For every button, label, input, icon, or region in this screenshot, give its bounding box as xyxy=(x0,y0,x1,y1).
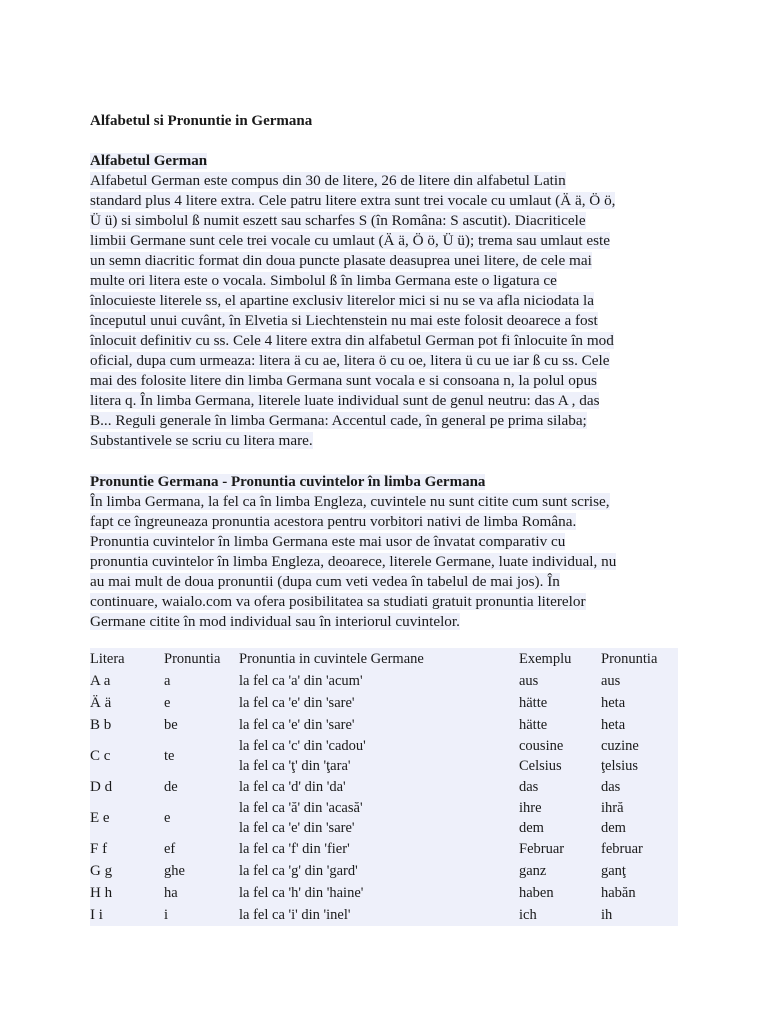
word-pronunciation-cell-line: la fel ca 'e' din 'sare' xyxy=(239,717,355,733)
paragraph-line xyxy=(90,211,690,231)
column-header: Pronuntia xyxy=(601,651,658,667)
paragraph-line-text: un semn diacritic format din doua puncte plasate deasuprea unei litere, de cele mai xyxy=(90,252,592,269)
example-cell-line: Februar xyxy=(519,841,565,857)
word-pronunciation-cell-line: la fel ca 'd' din 'da' xyxy=(239,779,346,795)
word-pronunciation-cell-line: la fel ca 'e' din 'sare' xyxy=(239,695,355,711)
example-cell-line: dem xyxy=(519,820,544,836)
paragraph-line-text: limbii Germane sunt cele trei vocale cu umlaut (Ä ä, Ö ö, Ü ü); trema sau umlaut este xyxy=(90,232,611,249)
column-header: Exemplu xyxy=(519,651,572,667)
pronunciation-cell: e xyxy=(164,695,171,711)
letter-cell: H h xyxy=(90,885,113,901)
paragraph-line xyxy=(90,371,690,391)
letter-cell: E e xyxy=(90,810,110,826)
example-cell xyxy=(519,904,601,926)
example-cell-line: cousine xyxy=(519,738,564,754)
example-pronunciation-cell-line: cuzine xyxy=(601,738,639,754)
letter-cell: D d xyxy=(90,779,113,795)
example-cell-line: ich xyxy=(519,907,537,923)
example-pronunciation-cell-line: heta xyxy=(601,695,626,711)
word-pronunciation-cell xyxy=(239,798,519,838)
word-pronunciation-cell-line: la fel ca 'g' din 'gard' xyxy=(239,863,358,879)
pronunciation-cell: i xyxy=(164,907,169,923)
example-cell-line: ganz xyxy=(519,863,547,879)
word-pronunciation-cell xyxy=(239,904,519,926)
example-pronunciation-cell xyxy=(601,838,678,860)
section-pronunciation xyxy=(90,472,690,632)
example-cell xyxy=(519,838,601,860)
word-pronunciation-cell-line: la fel ca 'i' din 'inel' xyxy=(239,907,351,923)
pronunciation-cell: ghe xyxy=(164,863,185,879)
table-row xyxy=(90,882,678,904)
letter-cell: I i xyxy=(90,907,103,923)
word-pronunciation-cell xyxy=(239,860,519,882)
section-heading-text: Alfabetul German xyxy=(90,153,208,169)
paragraph-line xyxy=(90,612,690,632)
pronunciation-cell: ha xyxy=(164,885,178,901)
word-pronunciation-cell xyxy=(239,882,519,904)
paragraph-line-text: În limba Germana, la fel ca în limba Engleza, cuvintele nu sunt citite cum sunt scrise, xyxy=(90,493,610,510)
example-cell xyxy=(519,860,601,882)
example-pronunciation-cell-line: ih xyxy=(601,907,613,923)
word-pronunciation-cell-line: la fel ca 'f' din 'fier' xyxy=(239,841,350,857)
section-heading xyxy=(90,472,690,492)
word-pronunciation-cell-line: la fel ca 'a' din 'acum' xyxy=(239,673,363,689)
example-pronunciation-cell xyxy=(601,714,678,736)
paragraph-line-text: fapt ce îngreuneaza pronuntia acestora pentru vorbitori nativi de limba Româna. xyxy=(90,513,577,530)
paragraph-line-text: oficial, dupa cum urmeaza: litera ä cu ae, litera ö cu oe, litera ü cu ue iar ß cu ss. Cele xyxy=(90,352,610,369)
letter-cell: F f xyxy=(90,841,108,857)
example-cell xyxy=(519,776,601,798)
paragraph-line xyxy=(90,391,690,411)
pronunciation-cell: de xyxy=(164,779,178,795)
paragraph-line xyxy=(90,492,690,512)
word-pronunciation-cell xyxy=(239,838,519,860)
column-header: Pronuntia in cuvintele Germane xyxy=(239,651,424,667)
word-pronunciation-cell xyxy=(239,714,519,736)
example-pronunciation-cell-line: ganţ xyxy=(601,863,626,879)
letter-cell: G g xyxy=(90,863,113,879)
letter-cell: A a xyxy=(90,673,111,689)
table-row xyxy=(90,736,678,776)
paragraph-line-text: începutul unui cuvânt, în Elvetia si Liechtenstein nu mai este folosit deoarece a fost xyxy=(90,312,598,329)
example-cell-line: haben xyxy=(519,885,554,901)
table-row xyxy=(90,860,678,882)
table-row xyxy=(90,670,678,692)
example-cell-line: das xyxy=(519,779,539,795)
example-cell xyxy=(519,692,601,714)
column-header: Litera xyxy=(90,651,125,667)
example-pronunciation-cell xyxy=(601,904,678,926)
pronunciation-cell: e xyxy=(164,810,171,826)
letter-cell: B b xyxy=(90,717,112,733)
paragraph-line xyxy=(90,351,690,371)
word-pronunciation-cell-line: la fel ca 'h' din 'haine' xyxy=(239,885,364,901)
example-pronunciation-cell xyxy=(601,736,678,776)
word-pronunciation-cell-line: la fel ca 'ţ' din 'ţara' xyxy=(239,758,351,774)
paragraph-line-text: litera q. În limba Germana, literele luate individual sunt de genul neutru: das A , das xyxy=(90,392,600,409)
section-heading-text: Pronuntie Germana - Pronuntia cuvintelor în limba Germana xyxy=(90,474,486,490)
example-pronunciation-cell-line: ţelsius xyxy=(601,758,639,774)
table-row xyxy=(90,838,678,860)
example-pronunciation-cell-line: februar xyxy=(601,841,643,857)
pronunciation-cell: a xyxy=(164,673,171,689)
example-pronunciation-cell-line: das xyxy=(601,779,621,795)
word-pronunciation-cell xyxy=(239,736,519,776)
paragraph-line xyxy=(90,291,690,311)
table-row xyxy=(90,692,678,714)
word-pronunciation-cell xyxy=(239,692,519,714)
paragraph-line xyxy=(90,572,690,592)
paragraph-line xyxy=(90,532,690,552)
example-pronunciation-cell-line: dem xyxy=(601,820,626,836)
table-row xyxy=(90,904,678,926)
example-cell xyxy=(519,736,601,776)
word-pronunciation-cell-line: la fel ca 'c' din 'cadou' xyxy=(239,738,366,754)
paragraph-line-text: au mai mult de doua pronuntii (dupa cum veti vedea în tabelul de mai jos). În xyxy=(90,573,560,590)
paragraph-line xyxy=(90,171,690,191)
section-paragraph xyxy=(90,492,690,632)
section-alphabet xyxy=(90,151,690,451)
paragraph-line-text: B... Reguli generale în limba Germana: Accentul cade, în general pe prima silaba; xyxy=(90,412,587,429)
letters-table xyxy=(90,648,678,926)
example-pronunciation-cell xyxy=(601,776,678,798)
example-cell xyxy=(519,882,601,904)
example-cell xyxy=(519,714,601,736)
paragraph-line xyxy=(90,251,690,271)
word-pronunciation-cell xyxy=(239,670,519,692)
example-cell-line: hätte xyxy=(519,717,548,733)
pronunciation-cell: be xyxy=(164,717,178,733)
paragraph-line-text: standard plus 4 litere extra. Cele patru litere extra sunt trei vocale cu umlaut (Ä ä, Ö ö, xyxy=(90,192,616,209)
pronunciation-cell: ef xyxy=(164,841,176,857)
paragraph-line xyxy=(90,271,690,291)
example-pronunciation-cell xyxy=(601,882,678,904)
paragraph-line-text: înlocuit definitiv cu ss. Cele 4 litere extra din alfabetul German pot fi înlocuite în mod xyxy=(90,332,614,349)
paragraph-line-text: mai des folosite litere din limba Germana sunt vocala e si consoana n, la polul opus xyxy=(90,372,597,389)
example-pronunciation-cell-line: ihră xyxy=(601,800,624,816)
example-pronunciation-cell xyxy=(601,860,678,882)
example-cell-line: ihre xyxy=(519,800,542,816)
paragraph-line xyxy=(90,411,690,431)
section-paragraph xyxy=(90,171,690,451)
paragraph-line-text: continuare, waialo.com va ofera posibilitatea sa studiati gratuit pronuntia literelor xyxy=(90,593,586,610)
paragraph-line-text: Ü ü) si simbolul ß numit eszett sau scharfes S (în Româna: S ascutit). Diacriticele xyxy=(90,212,586,229)
section-heading xyxy=(90,151,690,171)
example-cell xyxy=(519,670,601,692)
paragraph-line-text: înlocuieste literele ss, el apartine exclusiv literelor mici si nu se va afla niciodata la xyxy=(90,292,594,309)
word-pronunciation-cell-line: la fel ca 'ă' din 'acasă' xyxy=(239,800,363,816)
example-cell-line: Celsius xyxy=(519,758,562,774)
example-pronunciation-cell xyxy=(601,692,678,714)
paragraph-line xyxy=(90,592,690,612)
paragraph-line-text: Alfabetul German este compus din 30 de litere, 26 de litere din alfabetul Latin xyxy=(90,172,566,189)
pronunciation-cell: te xyxy=(164,748,175,764)
table-row xyxy=(90,776,678,798)
letter-cell: Ä ä xyxy=(90,695,112,711)
example-cell xyxy=(519,798,601,838)
example-pronunciation-cell-line: habăn xyxy=(601,885,636,901)
example-cell-line: hätte xyxy=(519,695,548,711)
example-cell-line: aus xyxy=(519,673,539,689)
paragraph-line xyxy=(90,331,690,351)
paragraph-line xyxy=(90,231,690,251)
paragraph-line xyxy=(90,311,690,331)
document-title: Alfabetul si Pronuntie in Germana xyxy=(90,113,313,129)
example-pronunciation-cell xyxy=(601,798,678,838)
word-pronunciation-cell-line: la fel ca 'e' din 'sare' xyxy=(239,820,355,836)
word-pronunciation-cell xyxy=(239,776,519,798)
letter-cell: C c xyxy=(90,748,111,764)
table-row xyxy=(90,714,678,736)
paragraph-line-text: Pronuntia cuvintelor în limba Germana este mai usor de învatat comparativ cu xyxy=(90,533,566,550)
paragraph-line xyxy=(90,191,690,211)
paragraph-line-text: Germane citite în mod individual sau în interiorul cuvintelor. xyxy=(90,613,460,630)
paragraph-line-text: Substantivele se scriu cu litera mare. xyxy=(90,432,313,449)
example-pronunciation-cell-line: aus xyxy=(601,673,621,689)
column-header: Pronuntia xyxy=(164,651,221,667)
table-row xyxy=(90,798,678,838)
paragraph-line xyxy=(90,512,690,532)
example-pronunciation-cell xyxy=(601,670,678,692)
paragraph-line xyxy=(90,552,690,572)
table-header-row xyxy=(90,648,678,670)
paragraph-line xyxy=(90,431,690,451)
paragraph-line-text: pronuntia cuvintelor în limba Engleza, deoarece, literele Germane, luate individual, nu xyxy=(90,553,617,570)
example-pronunciation-cell-line: heta xyxy=(601,717,626,733)
paragraph-line-text: multe ori litera este o vocala. Simbolul ß în limba Germana este o ligatura ce xyxy=(90,272,557,289)
